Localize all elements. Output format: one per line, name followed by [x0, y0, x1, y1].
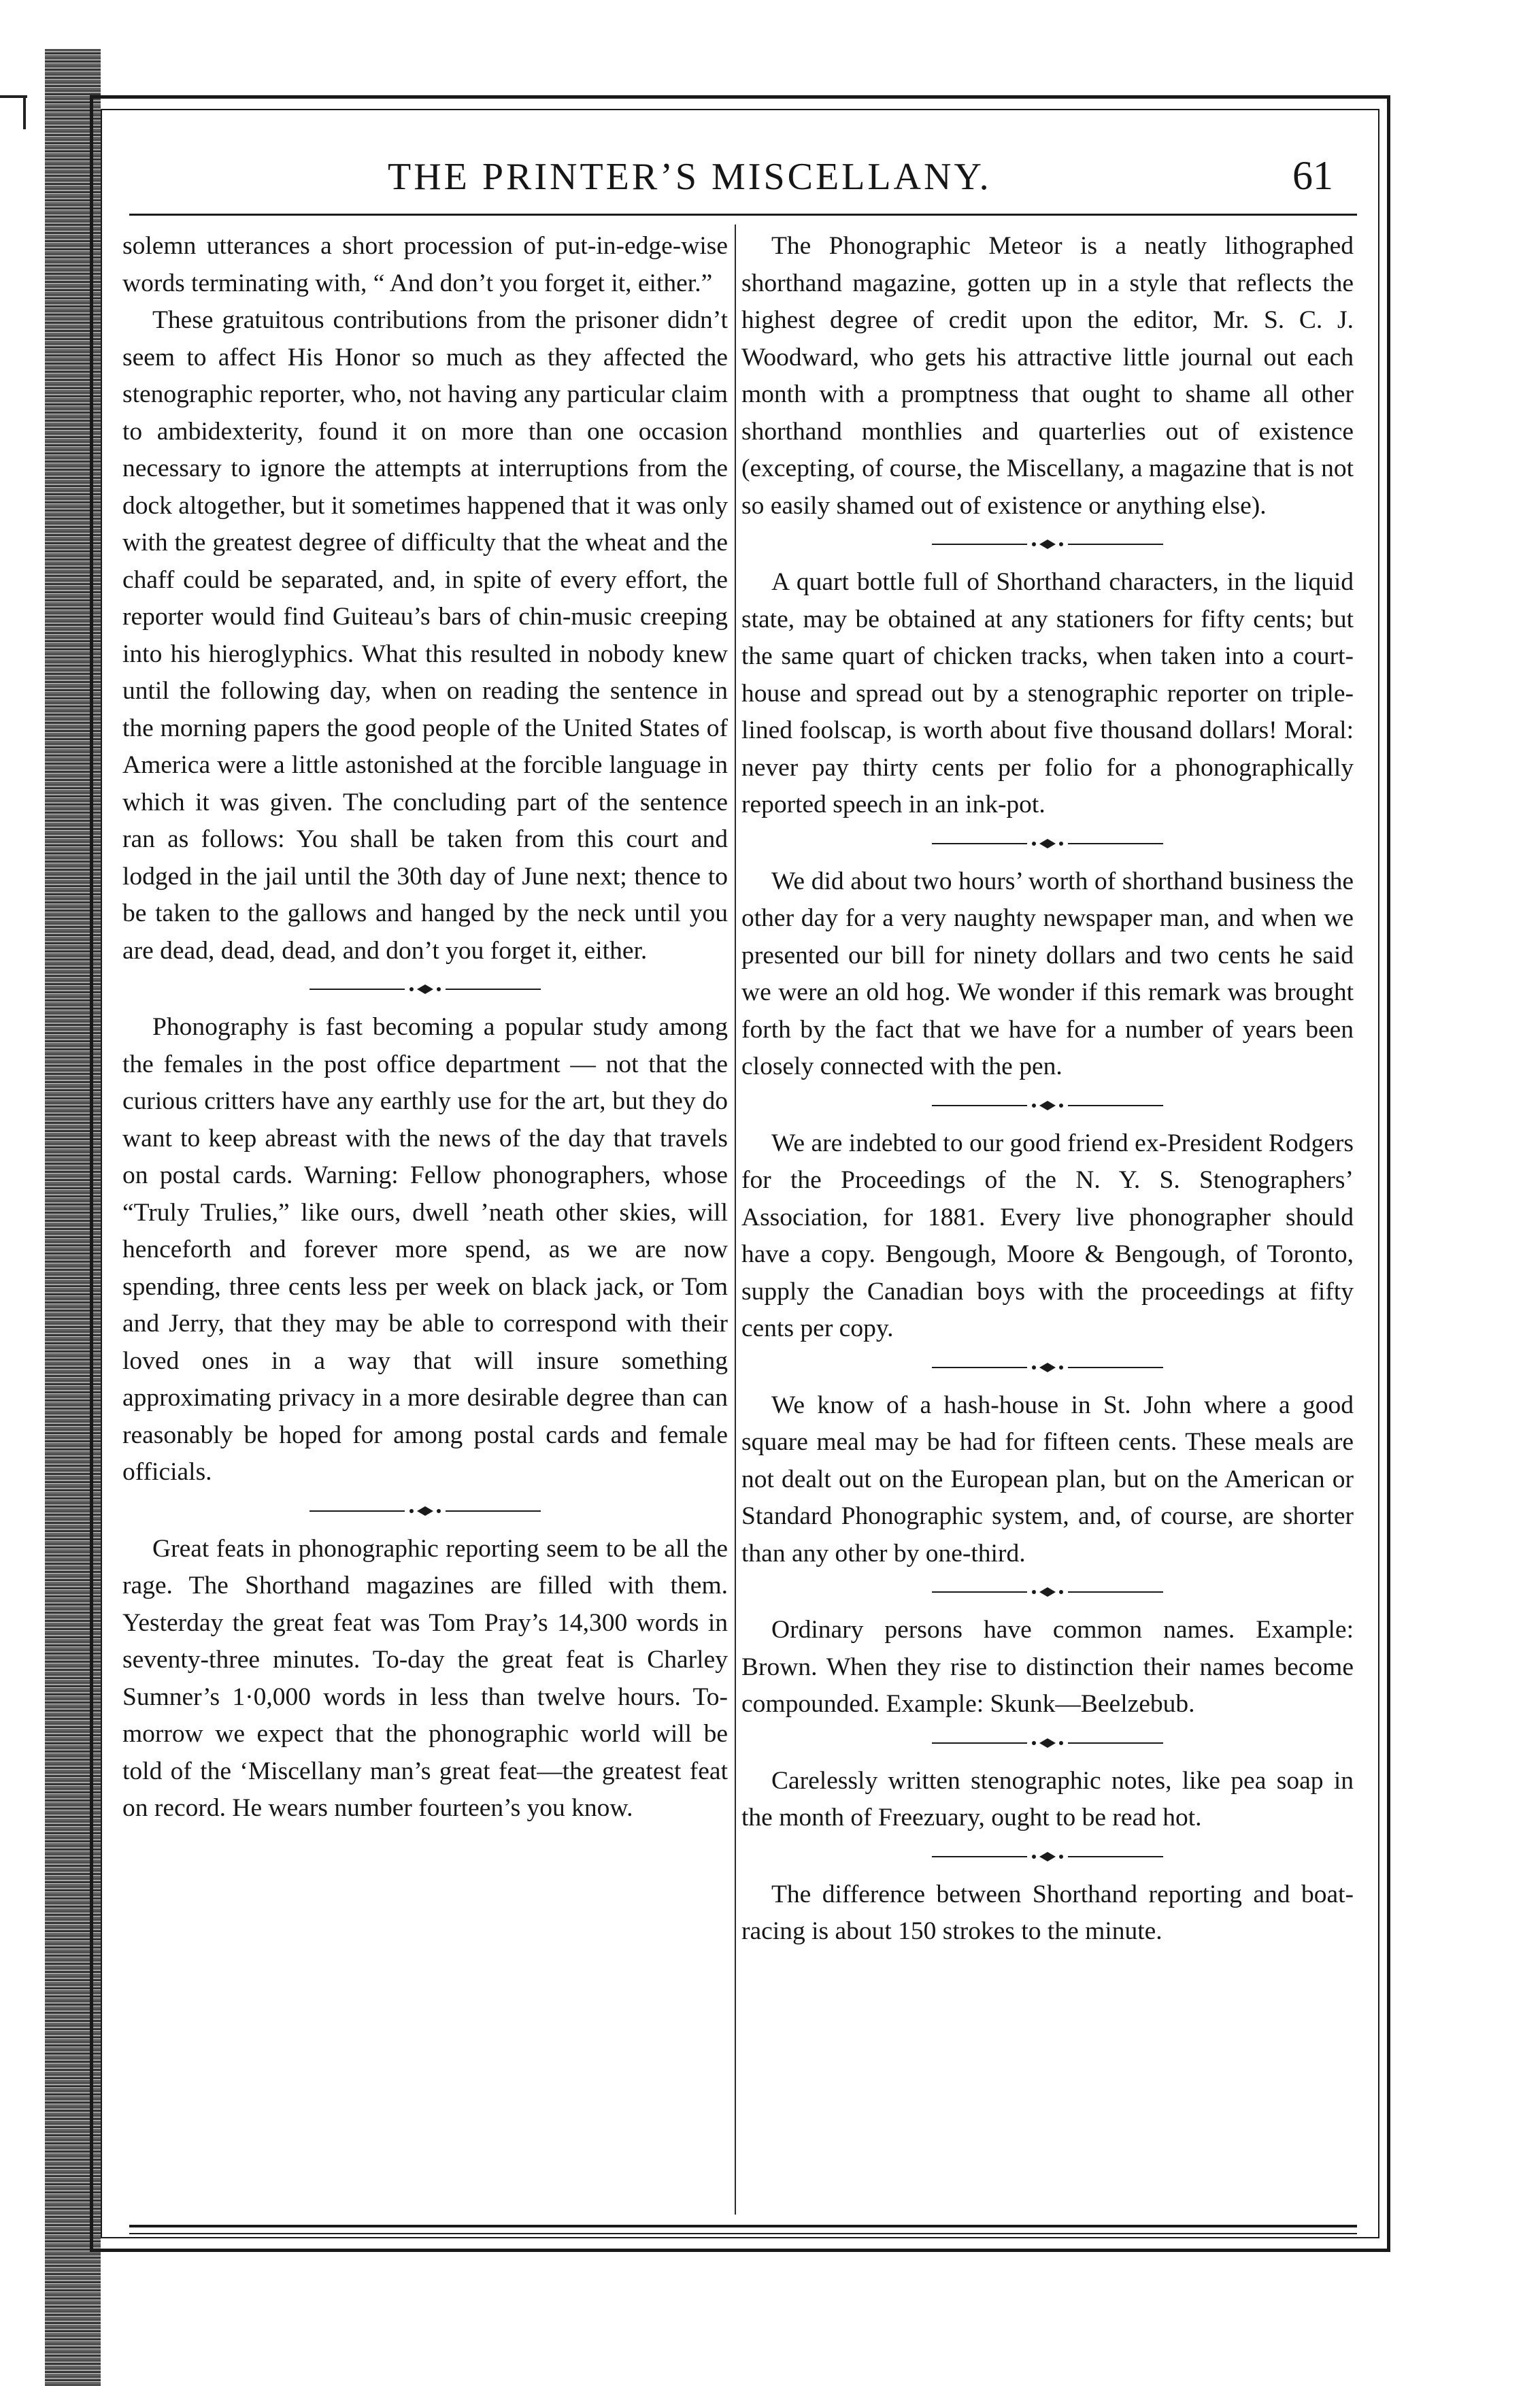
left-column-paragraph: Great feats in phonographic reporting seem to be all the rage. The Shorthand magazines are filled with them. Yesterday the great feat was Tom Pray’s 14,300 words in seventy-three minutes. To-day the great feat is Charley Sumner’s 1·0,000 words in less than twelve hours. To-morrow we expect that the phonographic world will be told of the ‘Miscellany man’s great feat—the greatest feat on record. He wears number fourteen’s you know. — [122, 1534, 728, 1822]
section-ornament — [741, 1086, 1354, 1125]
left-column — [122, 228, 728, 1827]
section-ornament — [741, 1572, 1354, 1612]
section-ornament — [122, 1491, 728, 1531]
left-column-paragraph: These gratuitous contributions from the prisoner didn’t seem to affect His Honor so much as they affected the stenographic reporter, who, not having any particular claim to ambidexterity, found it on more than one occasion necessary to ignore the attempts at interruptions from the dock altogether, but it sometimes happened that it was only with the greatest degree of difficulty that the wheat and the chaff could be separated, and, in spite of every effort, the reporter would find Guiteau’s bars of chin-music creeping into his hieroglyphics. What this resulted in nobody knew until the following day, when on reading the sentence in the morning papers the good people of the United States of America were a little astonished at the forcible language in which it was given. The concluding part of the sentence ran as follows: You shall be taken from this court and lodged in the jail until the 30th day of June next; thence to be taken to the gallows and hanged by the neck until you are dead, dead, dead, and don’t you forget it, either. — [122, 306, 728, 965]
right-column-paragraph: We did about two hours’ worth of shorthand business the other day for a very naughty newspaper man, and when we presented our bill for ninety dollars and two cents he said we were an old hog. We wonder if this remark was brought forth by the fact that we have for a number of years been closely connected with the pen. — [741, 867, 1354, 1080]
column-divider — [735, 225, 736, 2215]
right-column — [741, 228, 1354, 1951]
footer-rule-thin — [129, 2233, 1357, 2234]
section-ornament — [741, 824, 1354, 863]
section-ornament — [122, 970, 728, 1009]
right-column-paragraph: We know of a hash-house in St. John where a good square meal may be had for fifteen cents. These meals are not dealt out on the European plan, but on the American or Standard Phonographic system, and, of course, are shorter than any other by one-third. — [741, 1391, 1354, 1568]
section-ornament — [741, 1723, 1354, 1763]
section-ornament — [741, 1837, 1354, 1876]
right-column-paragraph: The difference between Shorthand reporting and boat-racing is about 150 strokes to the minute. — [741, 1880, 1354, 1945]
section-ornament — [741, 525, 1354, 564]
left-column-paragraph: Phonography is fast becoming a popular study among the females in the post office department — not that the curious critters have any earthly use for the art, but they do want to keep abreast with the news of the day that travels on postal cards. Warning: Fellow phonographers, whose “Truly Trulies,” like ours, dwell ’neath other skies, will henceforth and forever more spend, as we are now spending, three cents less per week on black jack, or Tom and Jerry, that they may be able to correspond with their loved ones in a way that will insure something approximating privacy in a more desirable degree than can reasonably be hoped for among postal cards and female officials. — [122, 1013, 728, 1486]
right-column-paragraph: A quart bottle full of Shorthand characters, in the liquid state, may be obtained at any stationers for fifty cents; but the same quart of chicken tracks, when taken into a court-house and spread out by a stenographic reporter on triple-lined foolscap, is worth about five thousand dollars! Moral: never pay thirty cents per folio for a phonographically reported speech in an ink-pot. — [741, 568, 1354, 818]
header-rule — [129, 214, 1357, 216]
right-column-paragraph: Carelessly written stenographic notes, like pea soap in the month of Freezuary, ought to be read hot. — [741, 1766, 1354, 1832]
right-column-paragraph: We are indebted to our good friend ex-President Rodgers for the Proceedings of the N. Y. S. Stenographers’ Association, for 1881. Every live phonographer should have a copy. Bengough, Moore & Bengough, of Toronto, supply the Canadian boys with the proceedings at fifty cents per copy. — [741, 1129, 1354, 1342]
left-column-paragraph: solemn utterances a short procession of put-in-edge-wise words terminating with, “ And don’t you forget it, either.” — [122, 232, 728, 297]
running-title: THE PRINTER’S MISCELLANY. — [388, 156, 992, 198]
page-number: 61 — [1292, 153, 1333, 198]
right-column-paragraph: The Phonographic Meteor is a neatly lithographed shorthand magazine, gotten up in a style that reflects the highest degree of credit upon the editor, Mr. S. C. J. Woodward, who gets his attractive little journal out each month with a promptness that ought to shame all other shorthand monthlies and quarterlies out of existence (excepting, of course, the Miscellany, a magazine that is not so easily shamed out of existence or anything else). — [741, 232, 1354, 520]
section-ornament — [741, 1348, 1354, 1387]
right-column-paragraph: Ordinary persons have common names. Example: Brown. When they rise to distinction their names become compounded. Example: Skunk—Beelzebub. — [741, 1616, 1354, 1718]
scan-edge-mark — [23, 95, 26, 129]
page-header — [129, 136, 1354, 211]
footer-rule — [129, 2225, 1357, 2227]
